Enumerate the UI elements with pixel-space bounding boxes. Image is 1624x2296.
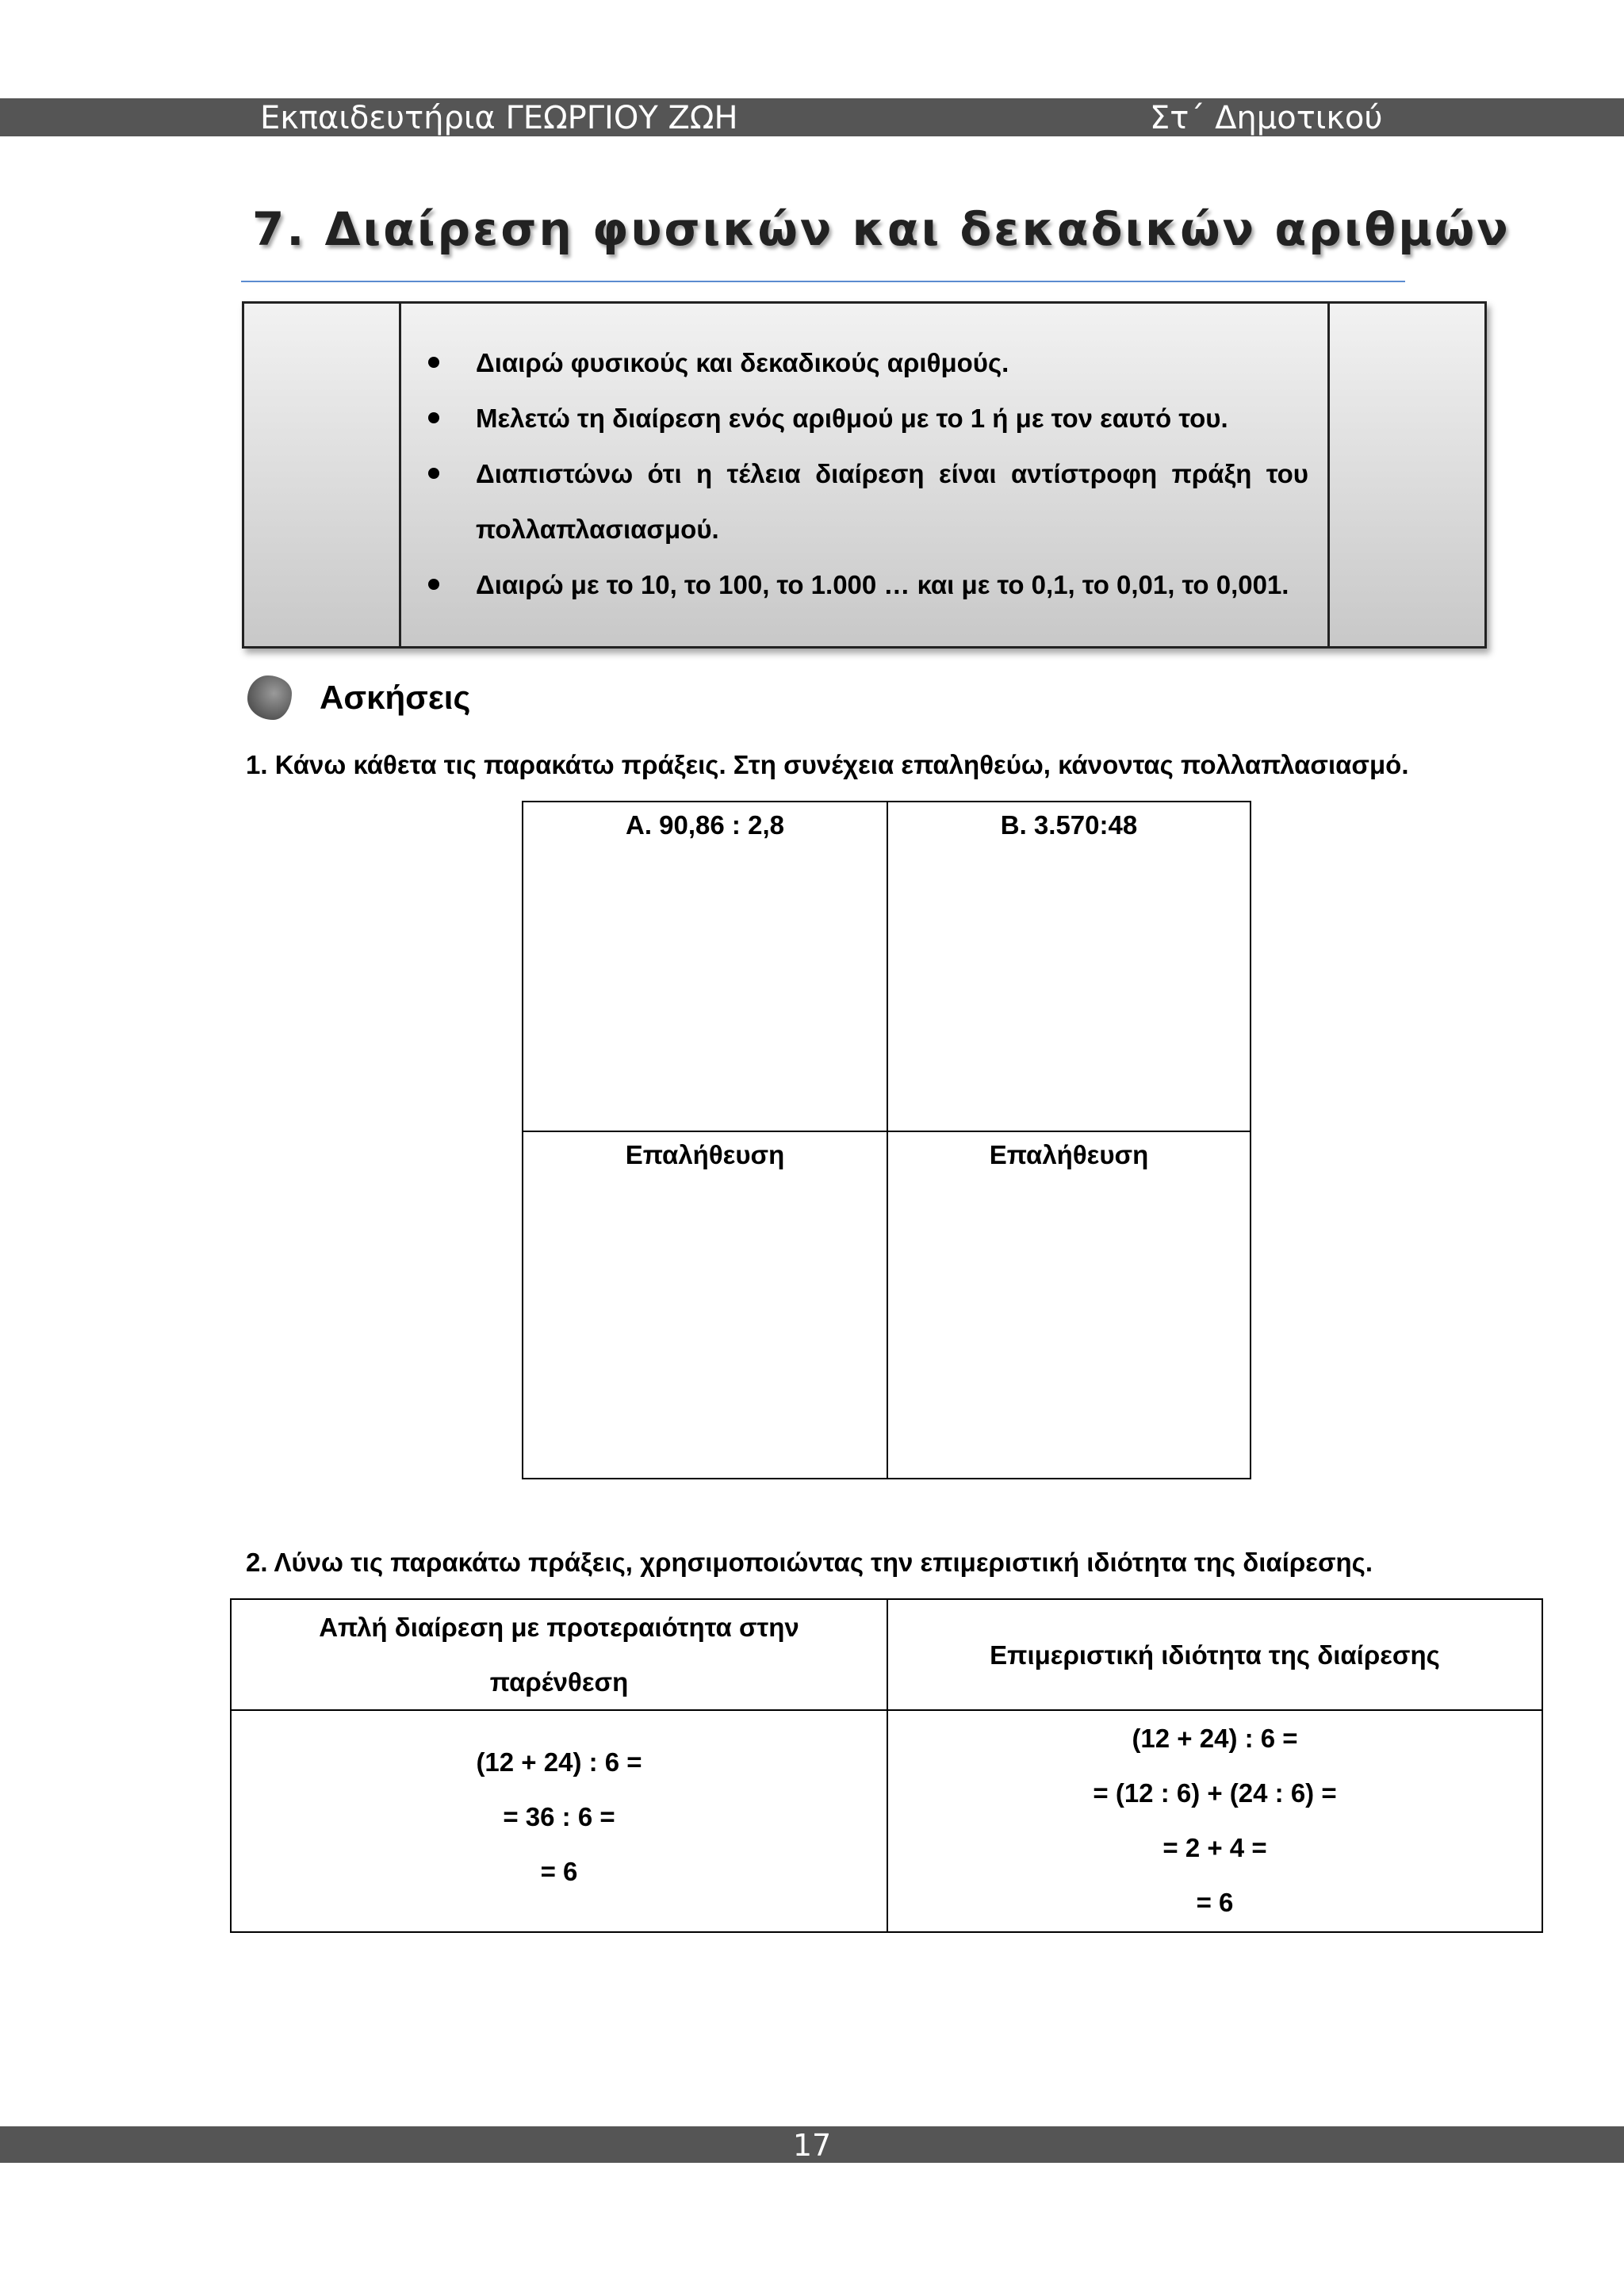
exercise2-header-left bbox=[232, 1600, 888, 1711]
header-left-line: Απλή διαίρεση με προτεραιότητα στην bbox=[319, 1613, 799, 1642]
exercise1-grid bbox=[522, 801, 1251, 1479]
exercise1-cell-a[interactable]: Α. 90,86 : 2,8 bbox=[523, 802, 888, 1132]
header-bar bbox=[0, 98, 1624, 136]
grade-label: Στ΄ Δημοτικού bbox=[1150, 100, 1383, 136]
solution-line: (12 + 24) : 6 = bbox=[476, 1747, 642, 1777]
exercise2-header-right bbox=[888, 1600, 1542, 1711]
header-right-text: Επιμεριστική ιδιότητα της διαίρεσης bbox=[990, 1640, 1440, 1670]
solution-line: = 2 + 4 = bbox=[1162, 1833, 1267, 1862]
solution-line: (12 + 24) : 6 = bbox=[1132, 1724, 1298, 1753]
exercises-blob-icon bbox=[247, 675, 292, 720]
exercise1-verification-a[interactable]: Επαλήθευση bbox=[523, 1132, 888, 1478]
page-title: 7. Διαίρεση φυσικών και δεκαδικών αριθμών bbox=[252, 202, 1511, 256]
footer-bar bbox=[0, 2126, 1624, 2163]
header-left-line: παρένθεση bbox=[489, 1667, 629, 1697]
title-underline bbox=[241, 281, 1405, 282]
page-number: 17 bbox=[792, 2128, 832, 2163]
solution-line: = 6 bbox=[1196, 1888, 1234, 1917]
exercise2-left-solution bbox=[232, 1711, 888, 1931]
goal-item: Μελετώ τη διαίρεση ενός αριθμού με το 1 ή με τον εαυτό του. bbox=[420, 391, 1308, 446]
exercise1-prompt: 1. Κάνω κάθετα τις παρακάτω πράξεις. Στη συνέχεια επαληθεύω, κάνοντας πολλαπλασιασμό. bbox=[246, 750, 1409, 779]
goals-list bbox=[420, 335, 1308, 613]
school-name: Εκπαιδευτήρια ΓΕΩΡΓΙΟΥ ΖΩΗ bbox=[260, 100, 738, 136]
exercises-heading: Ασκήσεις bbox=[320, 679, 471, 716]
goals-box-left-column bbox=[244, 304, 401, 646]
learning-goals-box bbox=[242, 301, 1487, 649]
exercise1-cell-b[interactable]: Β. 3.570:48 bbox=[888, 802, 1250, 1132]
exercise1-verification-b[interactable]: Επαλήθευση bbox=[989, 1140, 1149, 1169]
goal-item: Διαιρώ φυσικούς και δεκαδικούς αριθμούς. bbox=[420, 335, 1308, 391]
goal-item: Διαιρώ με το 10, το 100, το 1.000 … και με το 0,1, το 0,01, το 0,001. bbox=[420, 557, 1308, 613]
exercise2-table bbox=[230, 1598, 1543, 1933]
solution-line: = 36 : 6 = bbox=[503, 1802, 615, 1831]
goal-item: Διαπιστώνω ότι η τέλεια διαίρεση είναι αντίστροφη πράξη του πολλαπλασιασμού. bbox=[420, 446, 1308, 557]
goals-box-right-column bbox=[1327, 304, 1484, 646]
exercise2-prompt: 2. Λύνω τις παρακάτω πράξεις, χρησιμοποιώντας την επιμεριστική ιδιότητα της διαίρεσης. bbox=[246, 1548, 1373, 1577]
exercise2-right-solution bbox=[888, 1711, 1542, 1931]
solution-line: = 6 bbox=[540, 1857, 578, 1886]
solution-line: = (12 : 6) + (24 : 6) = bbox=[1093, 1778, 1337, 1808]
